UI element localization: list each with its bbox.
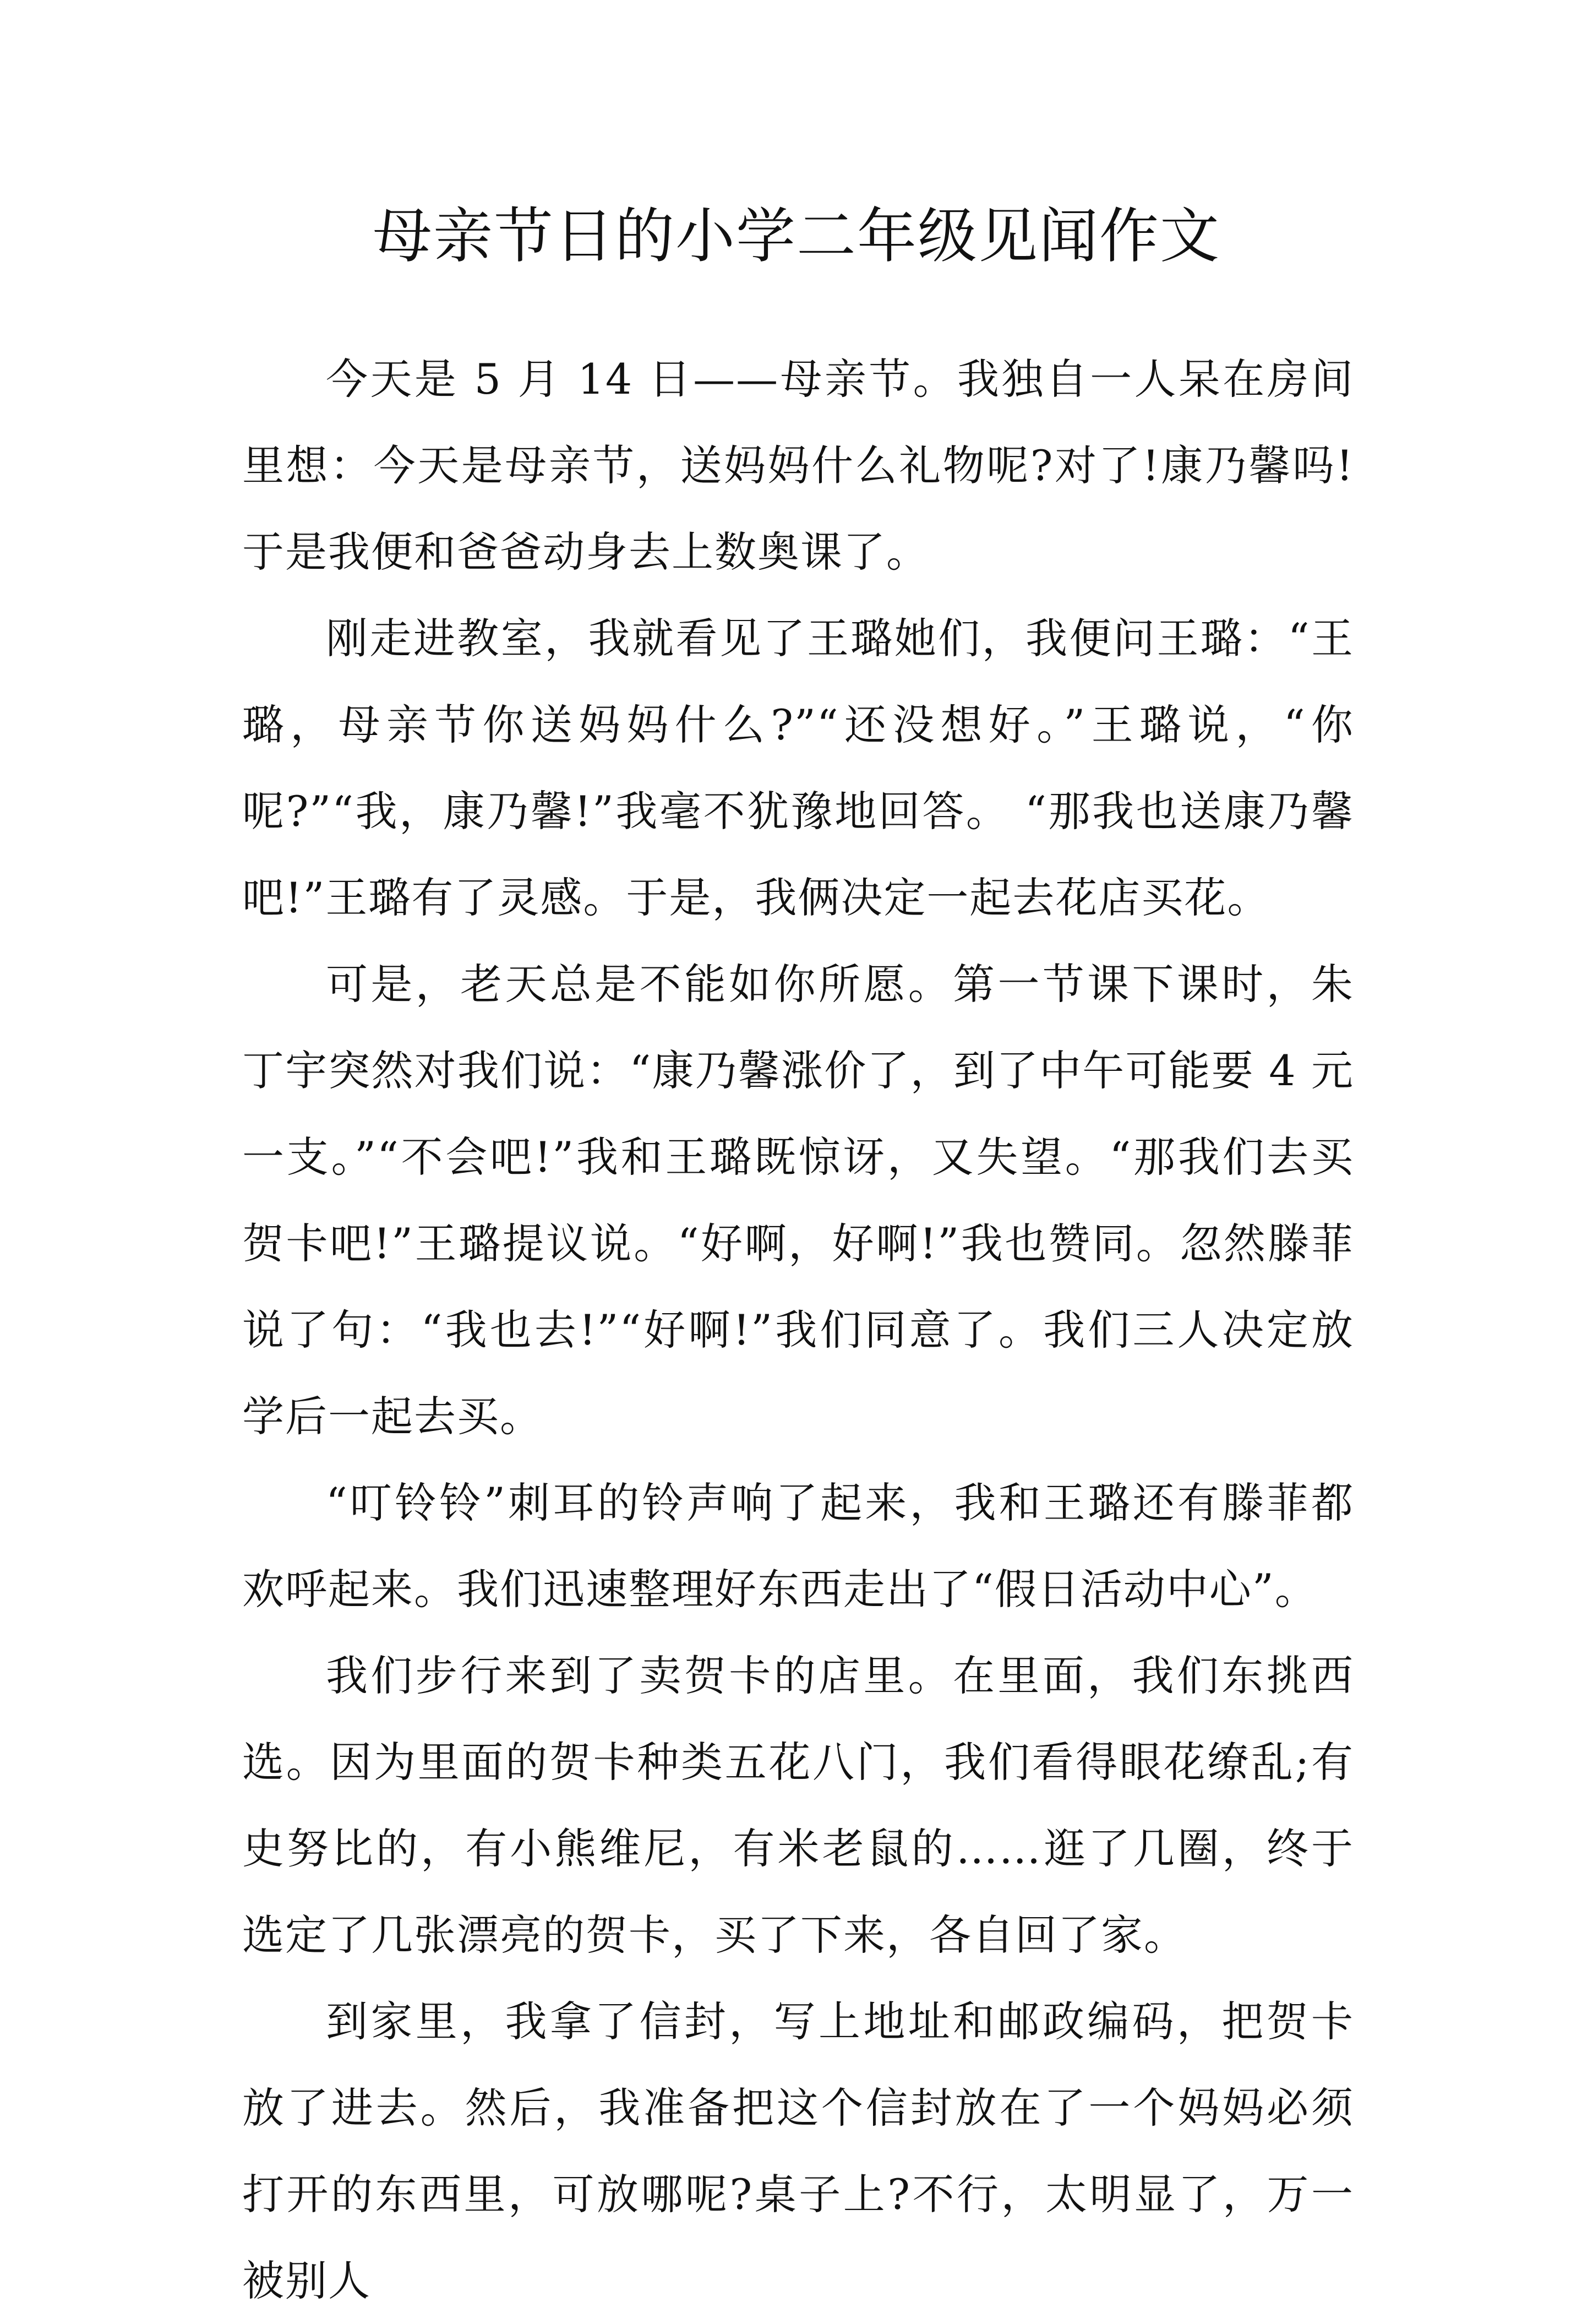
document-body bbox=[242, 336, 1354, 2324]
paragraph-1: 今天是 5 月 14 日——母亲节。我独自一人呆在房间里想：今天是母亲节，送妈妈什么礼物呢?对了!康乃馨吗!于是我便和爸爸动身去上数奥课了。 bbox=[242, 355, 1354, 576]
paragraph-5: 我们步行来到了卖贺卡的店里。在里面，我们东挑西选。因为里面的贺卡种类五花八门，我们看得眼花缭乱;有史努比的，有小熊维尼，有米老鼠的……逛了几圈，终于选定了几张漂亮的贺卡，买了下来，各自回了家。 bbox=[242, 1651, 1354, 1960]
document-title: 母亲节日的小学二年级见闻作文 bbox=[372, 202, 1220, 271]
paragraph-6: 到家里，我拿了信封，写上地址和邮政编码，把贺卡放了进去。然后，我准备把这个信封放在了一个妈妈必须打开的东西里，可放哪呢?桌子上?不行，太明显了，万一被别人 bbox=[242, 1997, 1354, 2305]
paragraph-4: “叮铃铃”刺耳的铃声响了起来，我和王璐还有滕菲都欢呼起来。我们迅速整理好东西走出了“假日活动中心”。 bbox=[242, 1478, 1354, 1614]
paragraph-2: 刚走进教室，我就看见了王璐她们，我便问王璐：“王璐，母亲节你送妈妈什么?”“还没想好。”王璐说，“你呢?”“我，康乃馨!”我毫不犹豫地回答。 “那我也送康乃馨吧!”王璐有了灵感。于是，我俩决定一起去花店买花。 bbox=[242, 614, 1354, 922]
paragraph-3: 可是，老天总是不能如你所愿。第一节课下课时，朱丁宇突然对我们说：“康乃馨涨价了，到了中午可能要 4 元一支。”“不会吧!”我和王璐既惊讶，又失望。“那我们去买贺卡吧!”王璐提议说。“好啊，好啊!”我也赞同。忽然滕菲说了句：“我也去!”“好啊!”我们同意了。我们三人决定放学后一起去买。 bbox=[242, 960, 1354, 1441]
